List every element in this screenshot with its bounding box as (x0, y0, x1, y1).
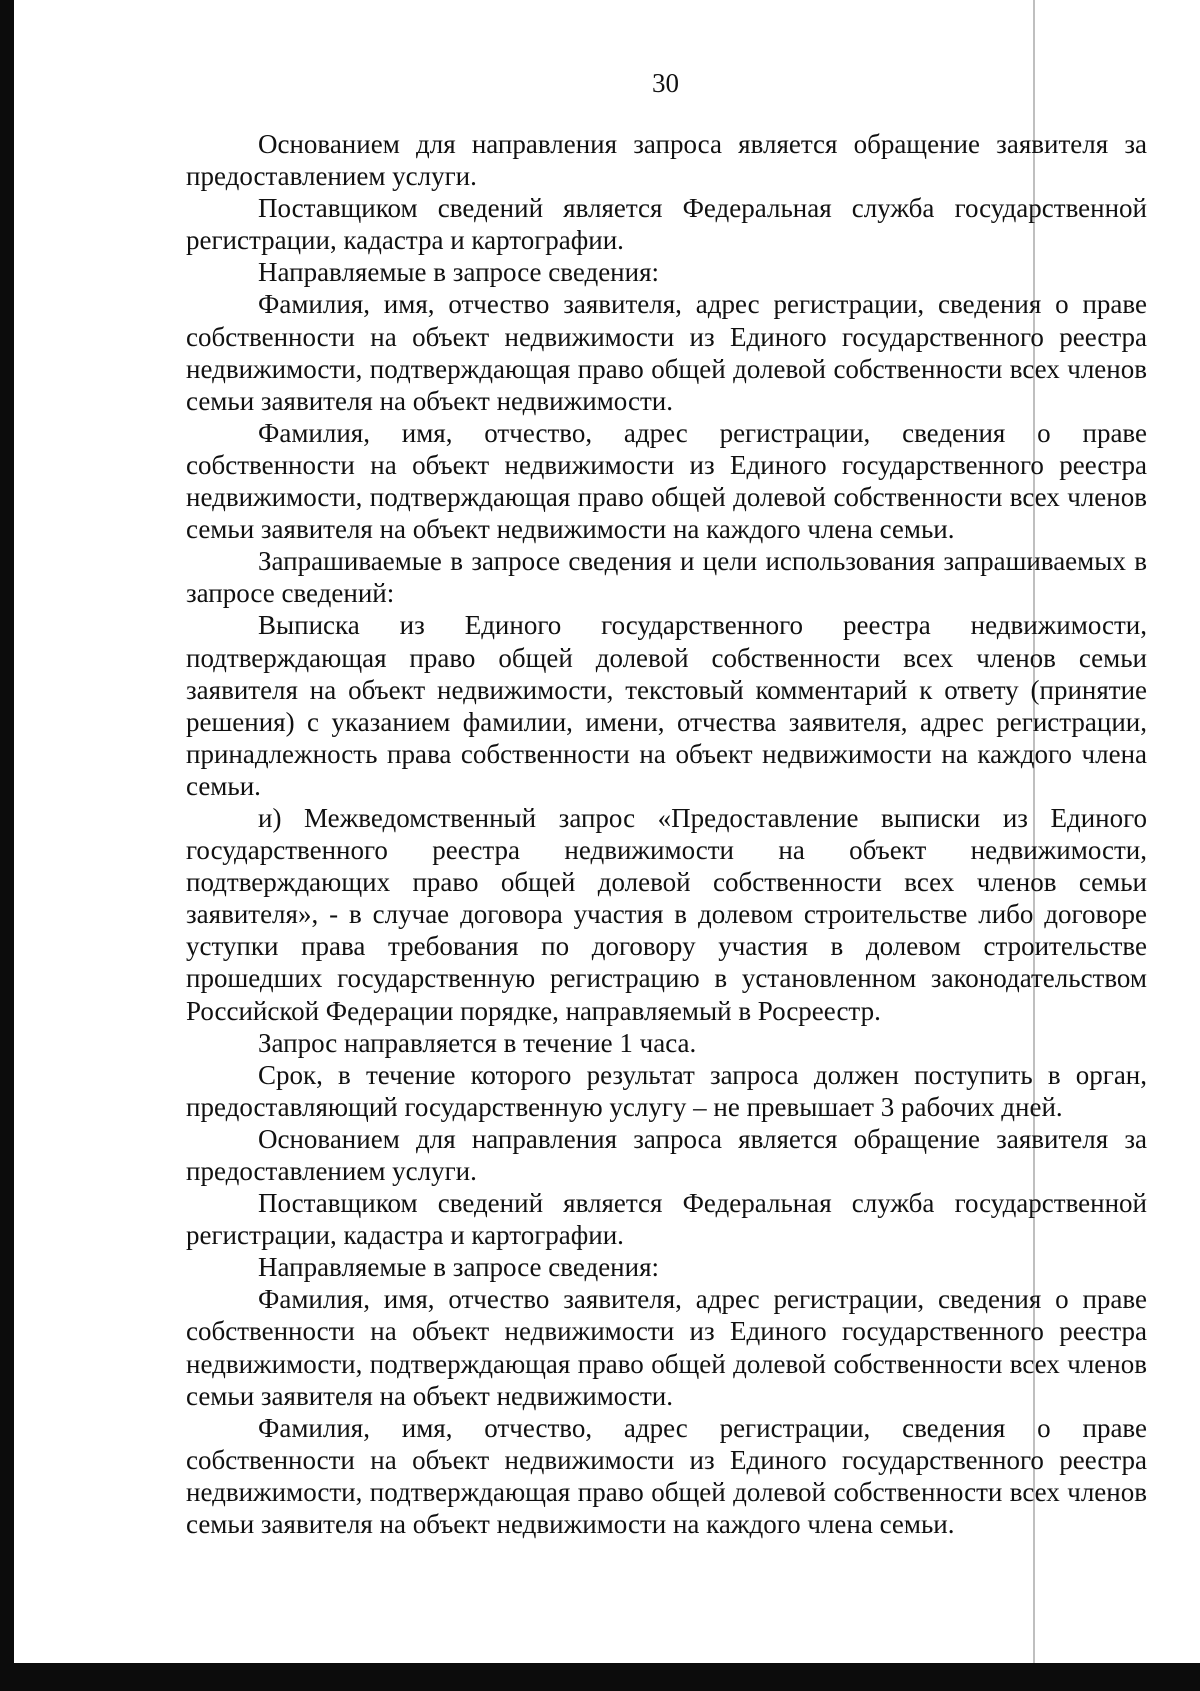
paragraph: Основанием для направления запроса является обращение заявителя за предоставлением услуги. (186, 129, 1147, 192)
paragraph: Фамилия, имя, отчество заявителя, адрес регистрации, сведения о праве собственности на объект недвижимости из Единого государственного реестра недвижимости, подтверждающая право общей долевой собственности всех членов семьи заявителя на объект недвижимости. (186, 289, 1147, 416)
paragraph: Направляемые в запросе сведения: (258, 1252, 659, 1283)
paragraph: Выписка из Единого государственного реестра недвижимости, подтверждающая право общей долевой собственности всех членов семьи заявителя на объект недвижимости, текстовый комментарий к ответу (принятие решения) с указанием фамилии, имени, отчества заявителя, адрес регистрации, принадлежность права собственности на объект недвижимости на каждого члена семьи. (186, 610, 1147, 801)
paragraph: Фамилия, имя, отчество, адрес регистрации, сведения о праве собственности на объект недвижимости из Единого государственного реестра недвижимости, подтверждающая право общей долевой собственности всех членов семьи заявителя на объект недвижимости на каждого члена семьи. (186, 417, 1147, 545)
paragraph: Основанием для направления запроса является обращение заявителя за предоставлением услуги. (186, 1123, 1147, 1186)
page-number: 30 (652, 68, 679, 98)
paragraph: Фамилия, имя, отчество заявителя, адрес регистрации, сведения о праве собственности на объект недвижимости из Единого государственного реестра недвижимости, подтверждающая право общей долевой собственности всех членов семьи заявителя на объект недвижимости. (186, 1284, 1147, 1411)
document-body (186, 128, 1147, 1540)
paragraph: Направляемые в запросе сведения: (258, 257, 659, 288)
paragraph: Запрос направляется в течение 1 часа. (258, 1027, 697, 1058)
paragraph: Запрашиваемые в запросе сведения и цели использования запрашиваемых в запросе сведений: (186, 546, 1147, 609)
scan-bottom-edge (0, 1663, 1200, 1691)
paragraph: и) Межведомственный запрос «Предоставление выписки из Единого государственного реестра недвижимости на объект недвижимости, подтверждающих право общей долевой собственности всех членов семьи заявителя», - в случае договора участия в долевом строительстве либо договоре уступки права требования по договору участия в долевом строительстве прошедших государственную регистрацию в установленном законодательством Российской Федерации порядке, направляемый в Росреестр. (186, 802, 1147, 1026)
paragraph: Срок, в течение которого результат запроса должен поступить в орган, предоставляющий государственную услугу – не превышает 3 рабочих дней. (186, 1059, 1147, 1122)
paragraph: Поставщиком сведений является Федеральная служба государственной регистрации, кадастра и картографии. (186, 193, 1147, 256)
paragraph: Фамилия, имя, отчество, адрес регистрации, сведения о праве собственности на объект недвижимости из Единого государственного реестра недвижимости, подтверждающая право общей долевой собственности всех членов семьи заявителя на объект недвижимости на каждого члена семьи. (186, 1412, 1147, 1540)
paragraph: Поставщиком сведений является Федеральная служба государственной регистрации, кадастра и картографии. (186, 1188, 1147, 1251)
scan-left-edge (0, 0, 14, 1691)
